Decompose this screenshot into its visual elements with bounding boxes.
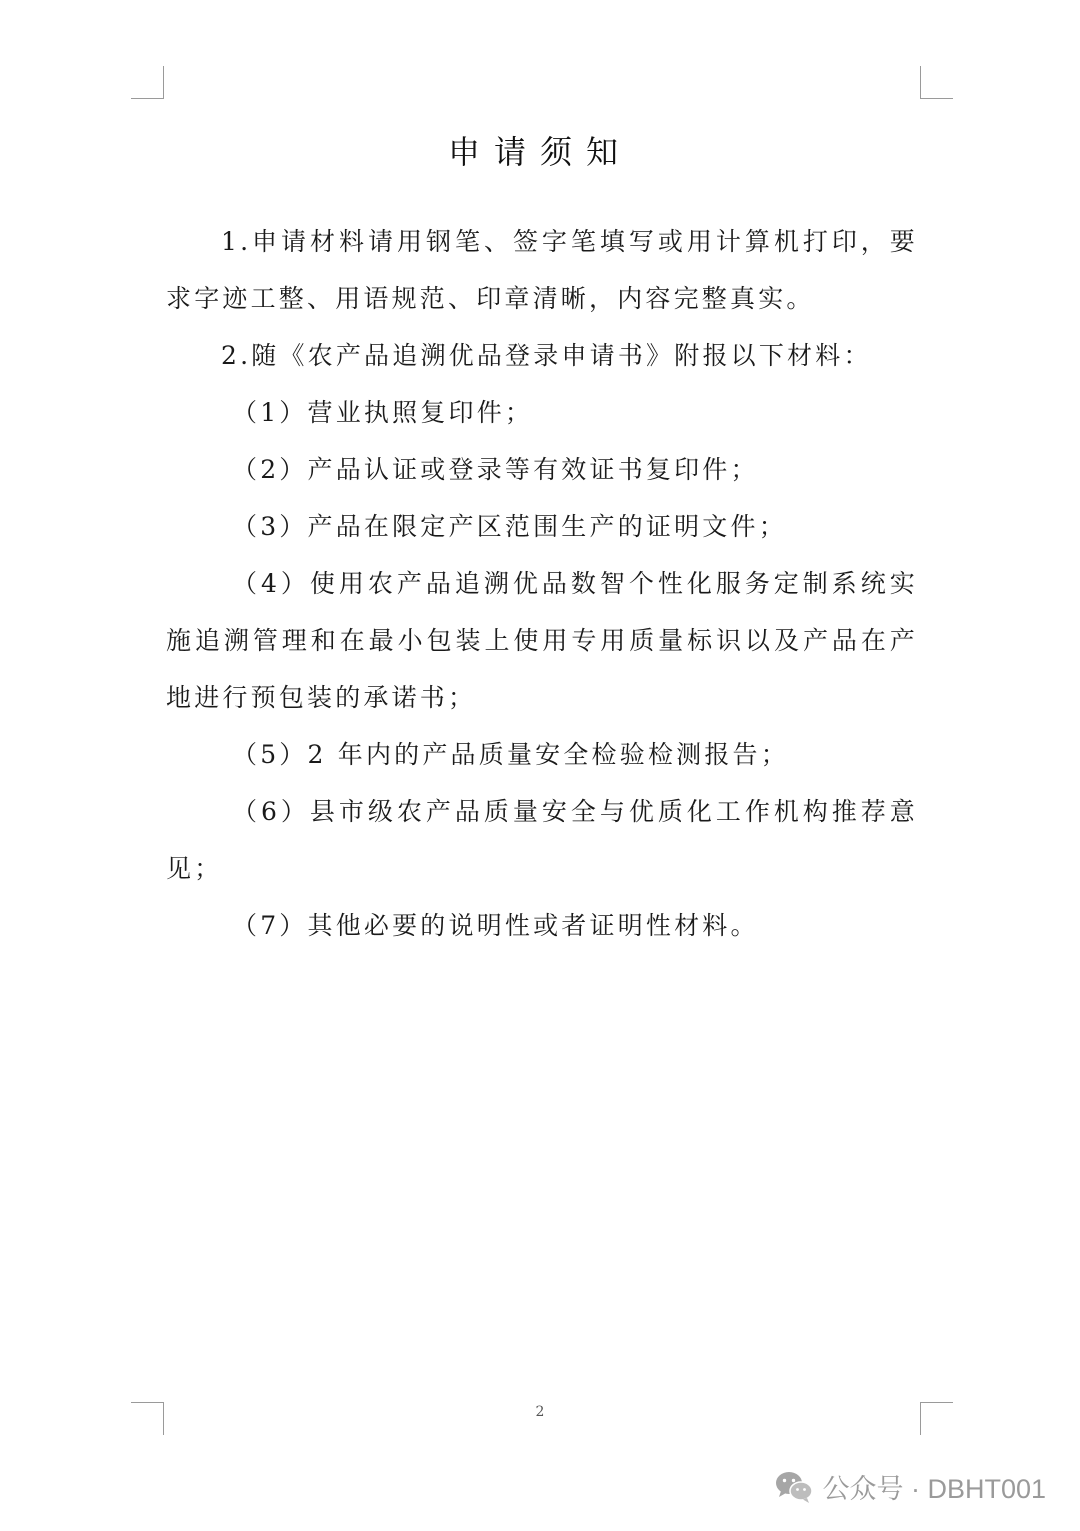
watermark [774,1467,1046,1506]
list-item: （5）2 年内的产品质量安全检验检测报告； [232,740,789,769]
list-item: （3）产品在限定产区范围生产的证明文件； [232,512,787,541]
paragraph: 1.申请材料请用钢笔、签字笔填写或用计算机打印，要求字迹工整、用语规范、印章清晰，内容完整真实。 [166,227,918,313]
list-item: （6）县市级农产品质量安全与优质化工作机构推荐意见； [166,797,918,883]
list-item: （7）其他必要的说明性或者证明性材料。 [232,911,759,940]
list-item: （2）产品认证或登录等有效证书复印件； [232,455,759,484]
paragraph: 2.随《农产品追溯优品登录申请书》附报以下材料： [221,341,872,370]
watermark-text: 公众号 · DBHT001 [822,1474,1046,1504]
crop-mark-top-left [131,66,164,99]
crop-mark-top-right [920,66,953,99]
page-number: 2 [535,1404,545,1420]
document-body [166,213,918,954]
list-item: （4）使用农产品追溯优品数智个性化服务定制系统实施追溯管理和在最小包装上使用专用质量标识以及产品在产地进行预包装的承诺书； [166,569,918,712]
document-title: 申请须知 [447,133,632,172]
list-item: （1）营业执照复印件； [232,398,534,427]
wechat-icon [774,1470,814,1504]
